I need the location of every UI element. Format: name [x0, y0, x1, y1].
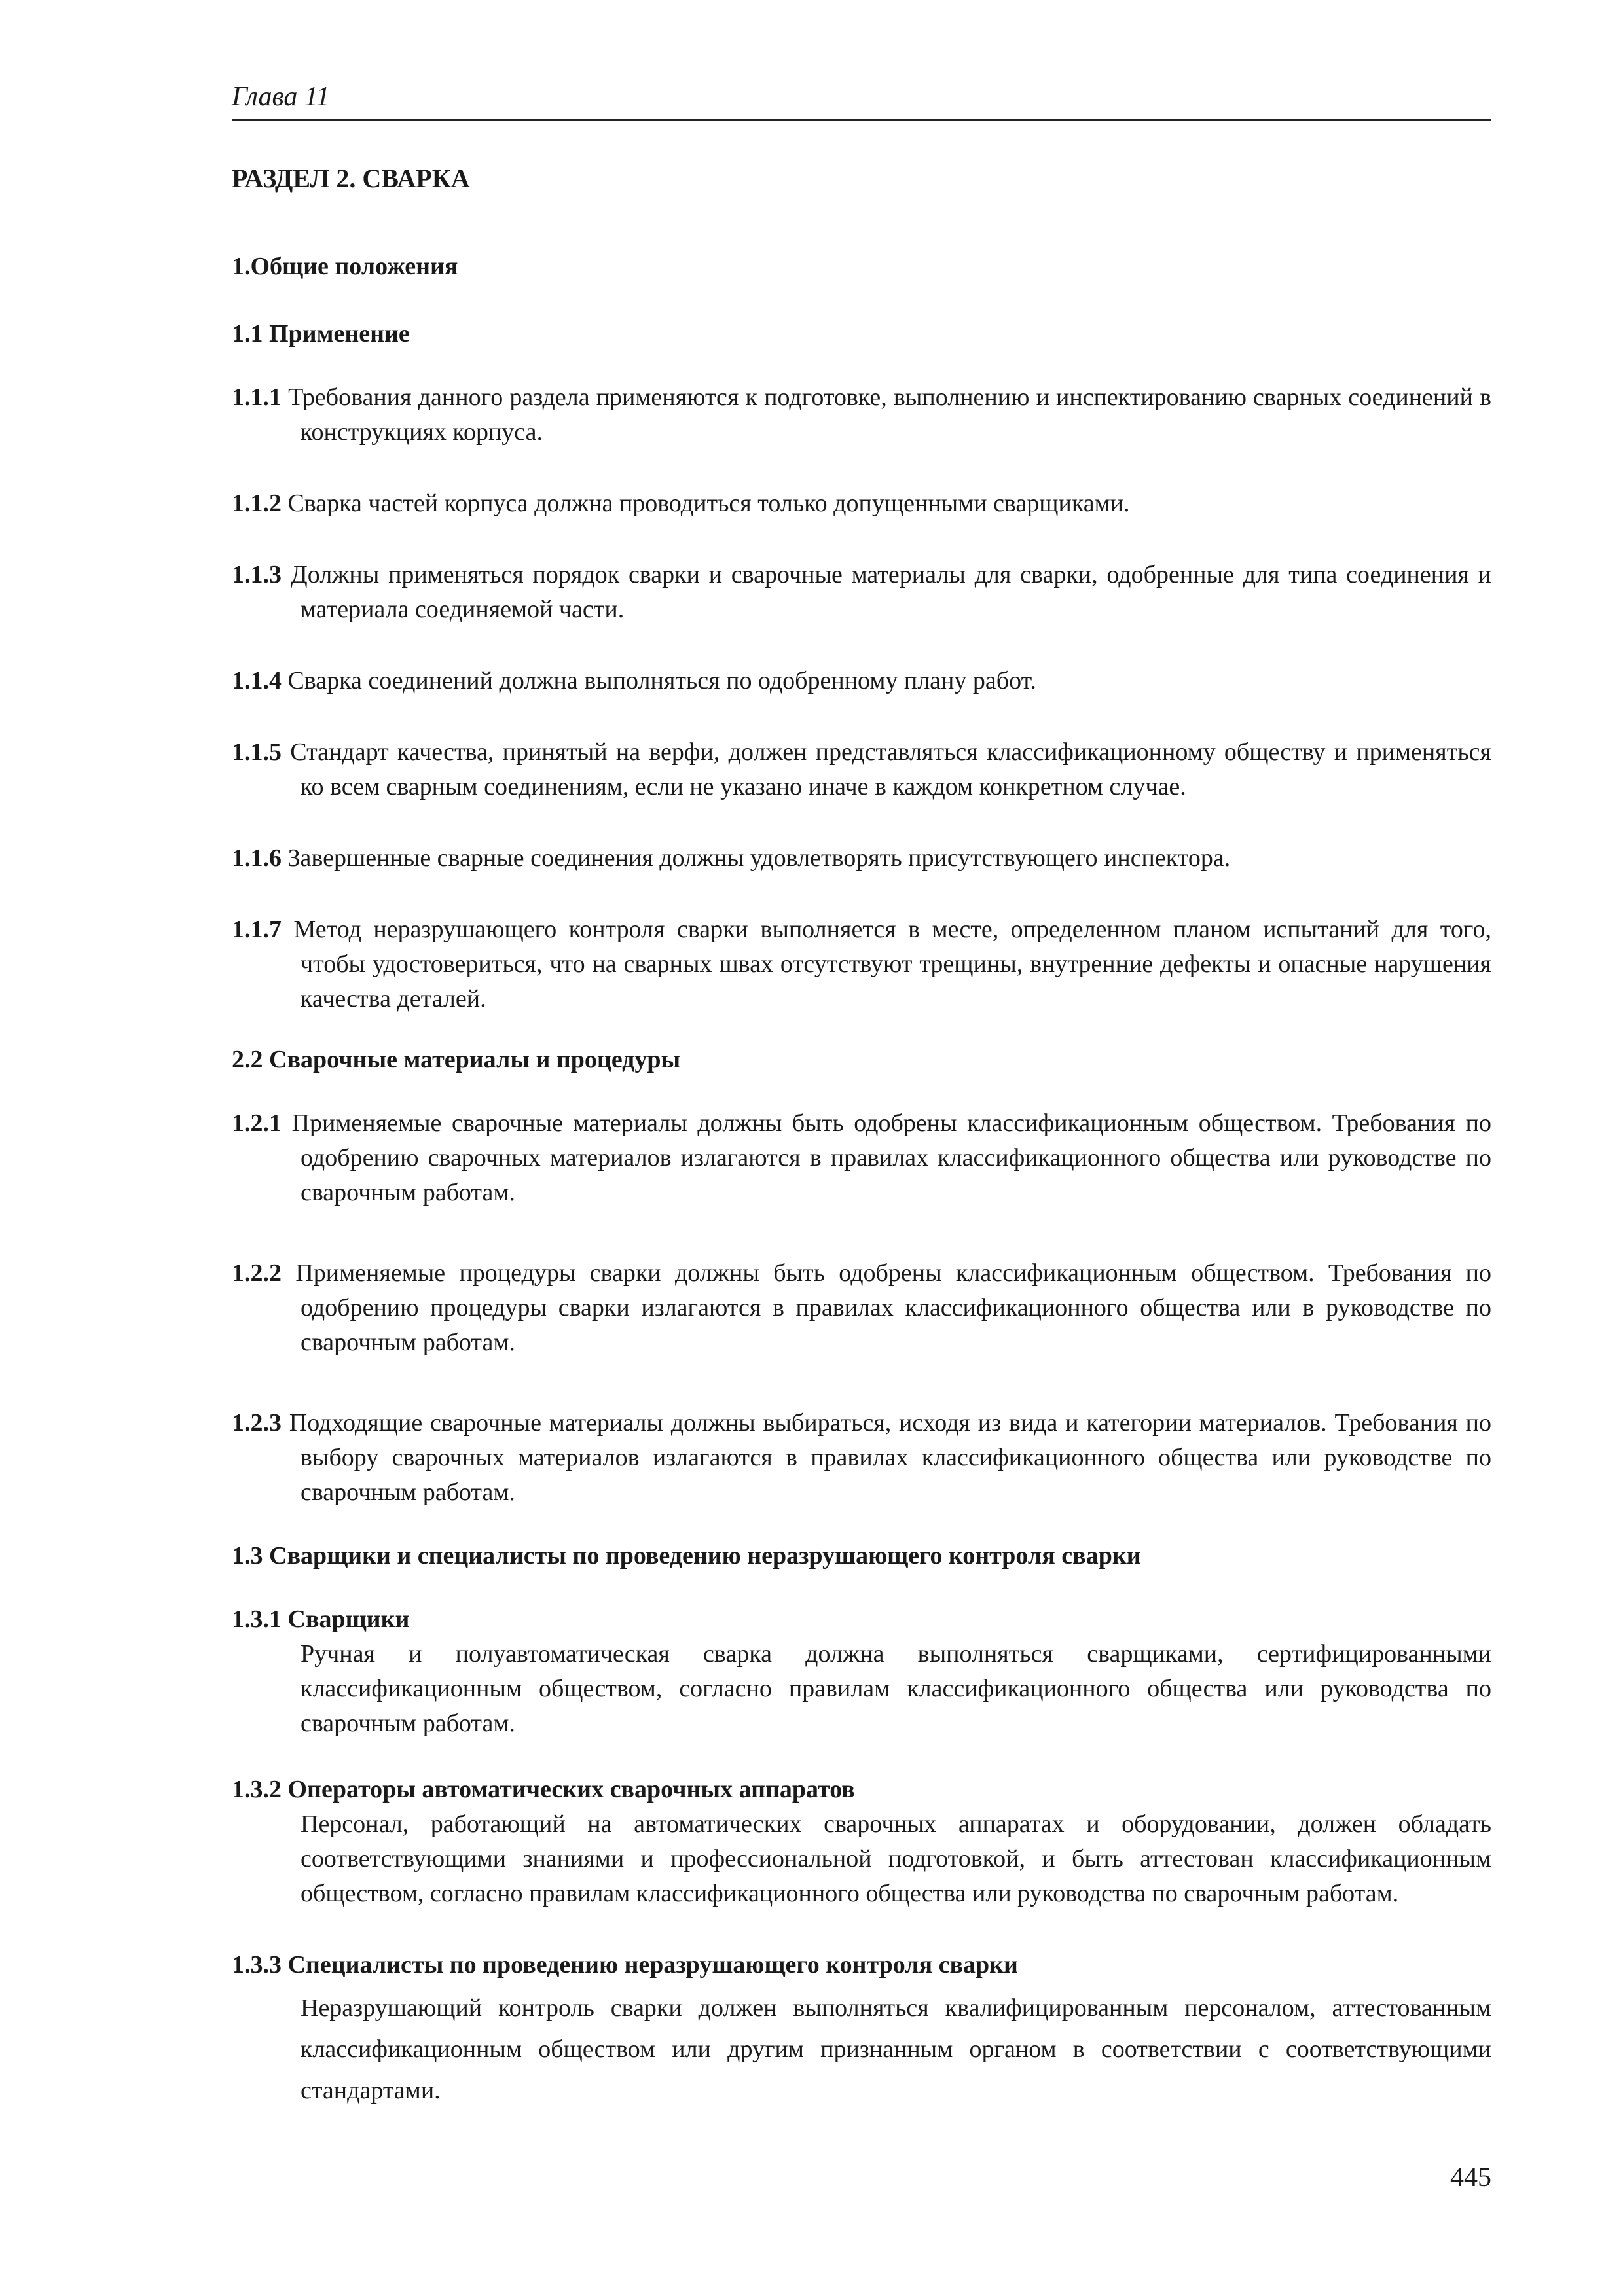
- paragraph-number: 1.1.5: [232, 738, 282, 766]
- paragraph-text: Стандарт качества, принятый на верфи, должен представляться классификационному обществу и применяться ко всем сварным соединениям, если не указано иначе в каждом конкретном случае.: [290, 738, 1491, 800]
- paragraph-1-2-2: [232, 1256, 1491, 1360]
- heading-materials: 2.2 Сварочные материалы и процедуры: [232, 1046, 681, 1073]
- paragraph-number: 1.1.4: [232, 667, 282, 694]
- heading-welders-specialists: 1.3 Сварщики и специалисты по проведению неразрушающего контроля сварки: [232, 1542, 1141, 1570]
- heading-general: 1.Общие положения: [232, 253, 458, 280]
- page-content: [232, 161, 1491, 2143]
- paragraph-text: Применяемые процедуры сварки должны быть одобрены классификационным обществом. Требования по одобрению процедуры сварки излагаются в правилах классификационного общества или в руководстве по сварочным работам.: [295, 1259, 1492, 1356]
- paragraph-1-1-1: [232, 380, 1491, 450]
- paragraph-text: Подходящие сварочные материалы должны выбираться, исходя из вида и категории материалов. Требования по выбору сварочных материалов излагаются в правилах классификационного общества или руководстве по сварочным работам.: [289, 1409, 1491, 1506]
- paragraph-number: 1.1.6: [232, 844, 282, 872]
- paragraph-1-1-3: [232, 558, 1491, 627]
- paragraph-1-1-2: [232, 486, 1491, 521]
- section-title: РАЗДЕЛ 2. СВАРКА: [232, 164, 470, 193]
- paragraph-number: 1.1.7: [232, 916, 282, 943]
- paragraph-number: 1.1.1: [232, 384, 282, 411]
- heading-application: 1.1 Применение: [232, 320, 410, 348]
- subsection-text-1-3-1: Ручная и полуавтоматическая сварка должна выполняться сварщиками, сертифицированными классификационным обществом, согласно правилам классификационного общества или руководства по сварочным работам.: [301, 1640, 1491, 1737]
- paragraph-number: 1.1.3: [232, 561, 282, 588]
- paragraph-1-1-7: [232, 912, 1491, 1016]
- subsection-title-1-3-3: 1.3.3 Специалисты по проведению неразрушающего контроля сварки: [232, 1951, 1018, 1979]
- subsection-text-1-3-3: Неразрушающий контроль сварки должен выполняться квалифицированным персоналом, аттестованным классификационным обществом или другим признанным органом в соответствии с соответствующими стандартами.: [301, 1994, 1491, 2104]
- paragraph-text: Требования данного раздела применяются к подготовке, выполнению и инспектированию сварных соединений в конструкциях корпуса.: [288, 384, 1492, 446]
- paragraph-1-1-6: [232, 841, 1491, 876]
- page-header: [232, 77, 1491, 121]
- chapter-label: Глава 11: [232, 82, 330, 112]
- paragraph-1-1-4: [232, 664, 1491, 698]
- paragraph-number: 1.2.1: [232, 1109, 282, 1137]
- paragraph-text: Метод неразрушающего контроля сварки выполняется в месте, определенном планом испытаний для того, чтобы удостовериться, что на сварных швах отсутствуют трещины, внутренние дефекты и опасные нарушения качества деталей.: [293, 916, 1491, 1013]
- paragraph-number: 1.2.3: [232, 1409, 282, 1437]
- paragraph-number: 1.1.2: [232, 490, 282, 517]
- paragraph-number: 1.2.2: [232, 1259, 282, 1287]
- paragraph-1-2-1: [232, 1106, 1491, 1210]
- subsection-title-1-3-1: 1.3.1 Сварщики: [232, 1605, 410, 1633]
- subsection-text-1-3-2: Персонал, работающий на автоматических сварочных аппаратах и оборудовании, должен обладать соответствующими знаниями и профессиональной подготовкой, и быть аттестован классификационным обществом, согласно правилам классификационного общества или руководства по сварочным работам.: [301, 1810, 1491, 1907]
- paragraph-1-2-3: [232, 1406, 1491, 1510]
- paragraph-text: Сварка соединений должна выполняться по одобренному плану работ.: [287, 667, 1036, 694]
- page-number: 445: [1450, 2162, 1491, 2193]
- paragraph-1-1-5: [232, 735, 1491, 804]
- paragraph-text: Применяемые сварочные материалы должны быть одобрены классификационным обществом. Требования по одобрению сварочных материалов излагаются в правилах классификационного общества или руководстве по сварочным работам.: [291, 1109, 1492, 1206]
- paragraph-text: Должны применяться порядок сварки и сварочные материалы для сварки, одобренные для типа соединения и материала соединяемой части.: [290, 561, 1492, 623]
- paragraph-text: Завершенные сварные соединения должны удовлетворять присутствующего инспектора.: [287, 844, 1231, 872]
- subsection-title-1-3-2: 1.3.2 Операторы автоматических сварочных аппаратов: [232, 1776, 855, 1803]
- paragraph-text: Сварка частей корпуса должна проводиться только допущенными сварщиками.: [287, 490, 1130, 517]
